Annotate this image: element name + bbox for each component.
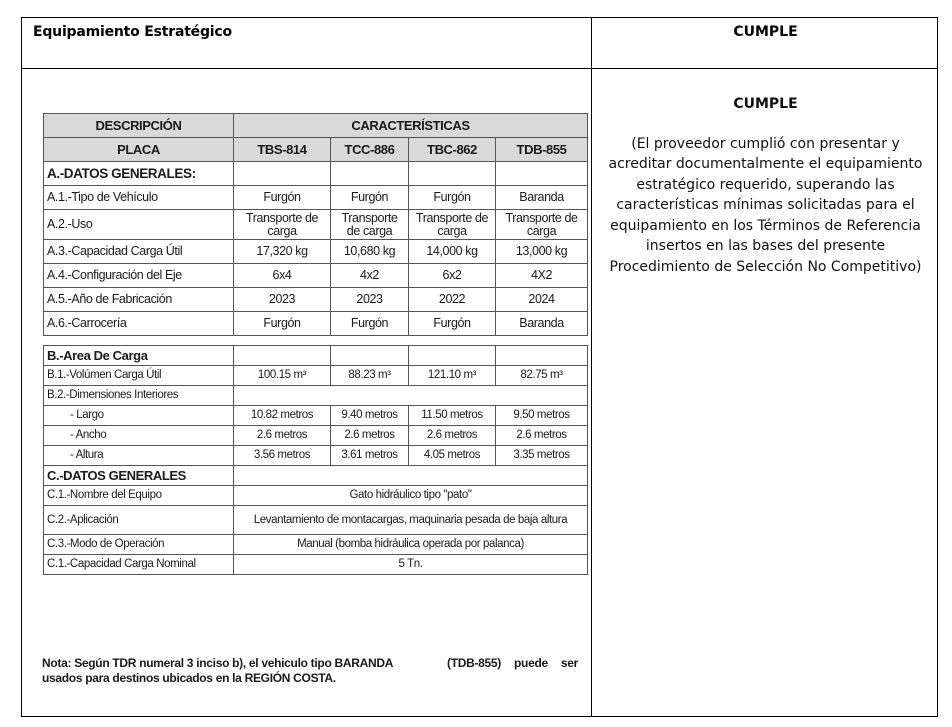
cell-value: 3.56 metros — [234, 446, 331, 466]
table-row — [44, 446, 588, 466]
scanned-vehicle-table — [43, 113, 587, 575]
cell-value: Furgón — [234, 186, 331, 210]
cargo-area-table — [43, 345, 588, 575]
verdict-description: (El proveedor cumplió con presentar y acreditar documentalmente el equipamiento estratégico requerido, superando las características mínimas solicitadas para el equipamiento en los Términos de Referencia insertos en las bases del presente Procedimiento de Selección No Competitivo) — [608, 135, 923, 275]
cell-value: 121.10 m³ — [409, 366, 496, 386]
cell-value: Baranda — [496, 312, 588, 336]
cell-value: 5 Tn. — [234, 555, 588, 575]
vehicle-characteristics-table — [43, 113, 588, 336]
cell-value: 9.50 metros — [496, 406, 588, 426]
cell-value: Furgón — [331, 312, 409, 336]
section-c-title: C.-DATOS GENERALES — [44, 466, 234, 486]
section-b-title: B.-Area De Carga — [44, 346, 234, 366]
cell-value: Furgón — [331, 186, 409, 210]
cell-value: 2.6 metros — [496, 426, 588, 446]
cell-value: 2022 — [409, 288, 496, 312]
cell-value: Furgón — [234, 312, 331, 336]
section-c-row — [44, 466, 588, 486]
note-line-1 — [42, 656, 578, 671]
row-label: B.2.-Dimensiones Interiores — [44, 386, 234, 406]
row-label: A.4.-Configuración del Eje — [44, 264, 234, 288]
table-row — [44, 555, 588, 575]
table-row — [44, 312, 588, 336]
cell-value: 4.05 metros — [409, 446, 496, 466]
table-row — [44, 366, 588, 386]
cell-value: 6x2 — [409, 264, 496, 288]
cell-value: Transporte de carga — [496, 210, 588, 240]
cell-value: Baranda — [496, 186, 588, 210]
cell-value: 6x4 — [234, 264, 331, 288]
row-label: A.2.-Uso — [44, 210, 234, 240]
table-header-row — [44, 114, 588, 138]
row-label: C.2.-Aplicación — [44, 506, 234, 535]
cell-value: Transporte de carga — [409, 210, 496, 240]
section-a-title: A.-DATOS GENERALES: — [44, 162, 234, 186]
table-row — [44, 486, 588, 506]
row-label: A.1.-Tipo de Vehículo — [44, 186, 234, 210]
note-line-1-right: (TDB-855) puede ser — [447, 656, 578, 670]
cell-value: 3.35 metros — [496, 446, 588, 466]
section-b-row — [44, 346, 588, 366]
cell-value: 2.6 metros — [409, 426, 496, 446]
row-label: C.1.-Capacidad Carga Nominal — [44, 555, 234, 575]
table-row — [44, 264, 588, 288]
cell-value: 11.50 metros — [409, 406, 496, 426]
row-label: - Largo — [44, 406, 234, 426]
note-text — [42, 656, 578, 685]
cell-value: 100.15 m³ — [234, 366, 331, 386]
table-row — [44, 426, 588, 446]
cell-value: 2.6 metros — [331, 426, 409, 446]
plate-value: TCC-886 — [331, 138, 409, 162]
equipment-title: Equipamiento Estratégico — [33, 24, 232, 40]
cell-value: 2023 — [331, 288, 409, 312]
cell-value: 4X2 — [496, 264, 588, 288]
cell-value: Furgón — [409, 312, 496, 336]
cell-value: 3.61 metros — [331, 446, 409, 466]
row-label: A.5.-Año de Fabricación — [44, 288, 234, 312]
table-row — [44, 386, 588, 406]
cell-value: 2024 — [496, 288, 588, 312]
compliance-header: CUMPLE — [733, 24, 798, 40]
cell-value: Levantamiento de montacargas, maquinaria pesada de baja altura — [234, 506, 588, 535]
cell-value: 4x2 — [331, 264, 409, 288]
note-line-2: usados para destinos ubicados en la REGIÓN COSTA. — [42, 670, 336, 685]
row-label: C.1.-Nombre del Equipo — [44, 486, 234, 506]
row-label: A.6.-Carrocería — [44, 312, 234, 336]
cell-value: Transporte de carga — [234, 210, 331, 240]
note-line-1-left: Nota: Según TDR numeral 3 inciso b), el vehiculo tipo BARANDA — [42, 656, 394, 670]
table-row — [44, 288, 588, 312]
table-row — [44, 406, 588, 426]
cell-value: 10,680 kg — [331, 240, 409, 264]
plate-row — [44, 138, 588, 162]
table-row — [44, 506, 588, 535]
cell-value: 2023 — [234, 288, 331, 312]
cell-value: 17,320 kg — [234, 240, 331, 264]
plate-label: PLACA — [44, 138, 234, 162]
table-row — [44, 186, 588, 210]
col-characteristics-header: CARACTERÍSTICAS — [234, 114, 588, 138]
section-a-row — [44, 162, 588, 186]
table-row — [44, 240, 588, 264]
table-row — [44, 210, 588, 240]
plate-value: TBC-862 — [409, 138, 496, 162]
row-label: C.3.-Modo de Operación — [44, 535, 234, 555]
cell-value: Transporte de carga — [331, 210, 409, 240]
cell-value: 82.75 m³ — [496, 366, 588, 386]
row-label: A.3.-Capacidad Carga Útil — [44, 240, 234, 264]
row-label: B.1.-Volúmen Carga Útil — [44, 366, 234, 386]
row-label: - Ancho — [44, 426, 234, 446]
cell-value: 10.82 metros — [234, 406, 331, 426]
row-label: - Altura — [44, 446, 234, 466]
table-bottom-border — [22, 716, 937, 717]
cell-value: 13,000 kg — [496, 240, 588, 264]
table-row — [44, 535, 588, 555]
cell-value: 9.40 metros — [331, 406, 409, 426]
plate-value: TDB-855 — [496, 138, 588, 162]
evaluation-result — [592, 94, 939, 277]
cell-value: 2.6 metros — [234, 426, 331, 446]
plate-value: TBS-814 — [234, 138, 331, 162]
cell-value: 14,000 kg — [409, 240, 496, 264]
verdict-label: CUMPLE — [733, 96, 798, 112]
cell-value: 88.23 m³ — [331, 366, 409, 386]
cell-value: Furgón — [409, 186, 496, 210]
col-description-header: DESCRIPCIÓN — [44, 114, 234, 138]
cell-value: Gato hidráulico tipo "pato" — [234, 486, 588, 506]
cell-value: Manual (bomba hidráulica operada por palanca) — [234, 535, 588, 555]
